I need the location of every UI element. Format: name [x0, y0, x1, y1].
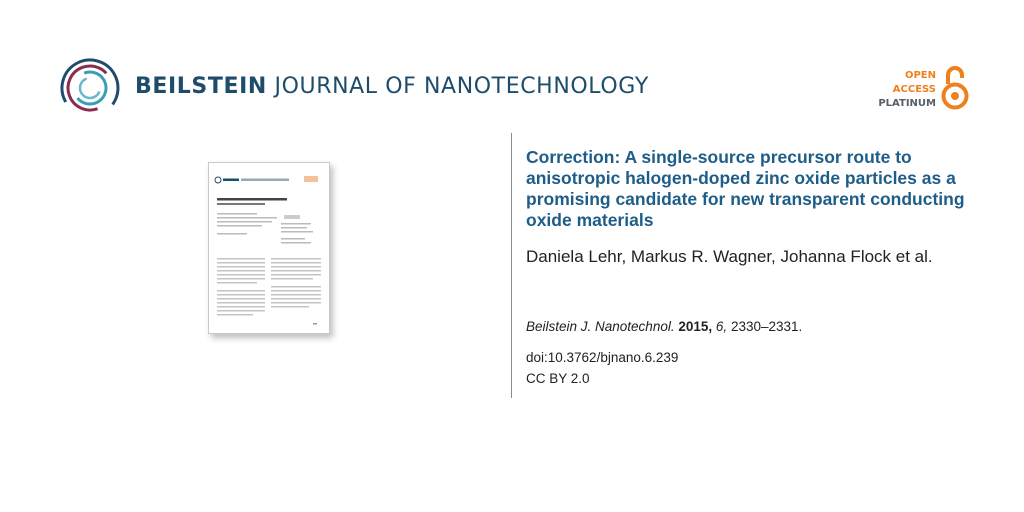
open-access-line2: ACCESS: [892, 84, 936, 95]
journal-name-bold: BEILSTEIN: [135, 74, 267, 99]
article-thumbnail[interactable]: [208, 162, 330, 334]
journal-name-rest: JOURNAL OF NANOTECHNOLOGY: [274, 74, 649, 99]
citation-pages: 2330–2331.: [730, 319, 803, 334]
open-access-badge: [878, 69, 936, 111]
open-access-line3: PLATINUM: [878, 98, 936, 109]
citation-year: 2015,: [678, 319, 713, 334]
journal-name[interactable]: [135, 74, 649, 99]
open-access-line1: OPEN: [904, 70, 936, 81]
vertical-divider: [511, 133, 512, 398]
beilstein-logo-icon: [58, 56, 122, 120]
license-label[interactable]: CC BY 2.0: [526, 371, 590, 386]
article-authors: Daniela Lehr, Markus R. Wagner, Johanna Flock et al.: [526, 247, 933, 266]
doi-link[interactable]: doi:10.3762/bjnano.6.239: [526, 350, 679, 365]
citation-journal: Beilstein J. Nanotechnol.: [526, 319, 675, 334]
citation: [526, 319, 802, 334]
citation-volume: 6,: [715, 319, 728, 334]
open-lock-icon: [940, 64, 970, 110]
article-title[interactable]: Correction: A single-source precursor route to anisotropic halogen-doped zinc oxide particles as a promising candidate for new transparent conducting oxide materials: [526, 147, 965, 230]
